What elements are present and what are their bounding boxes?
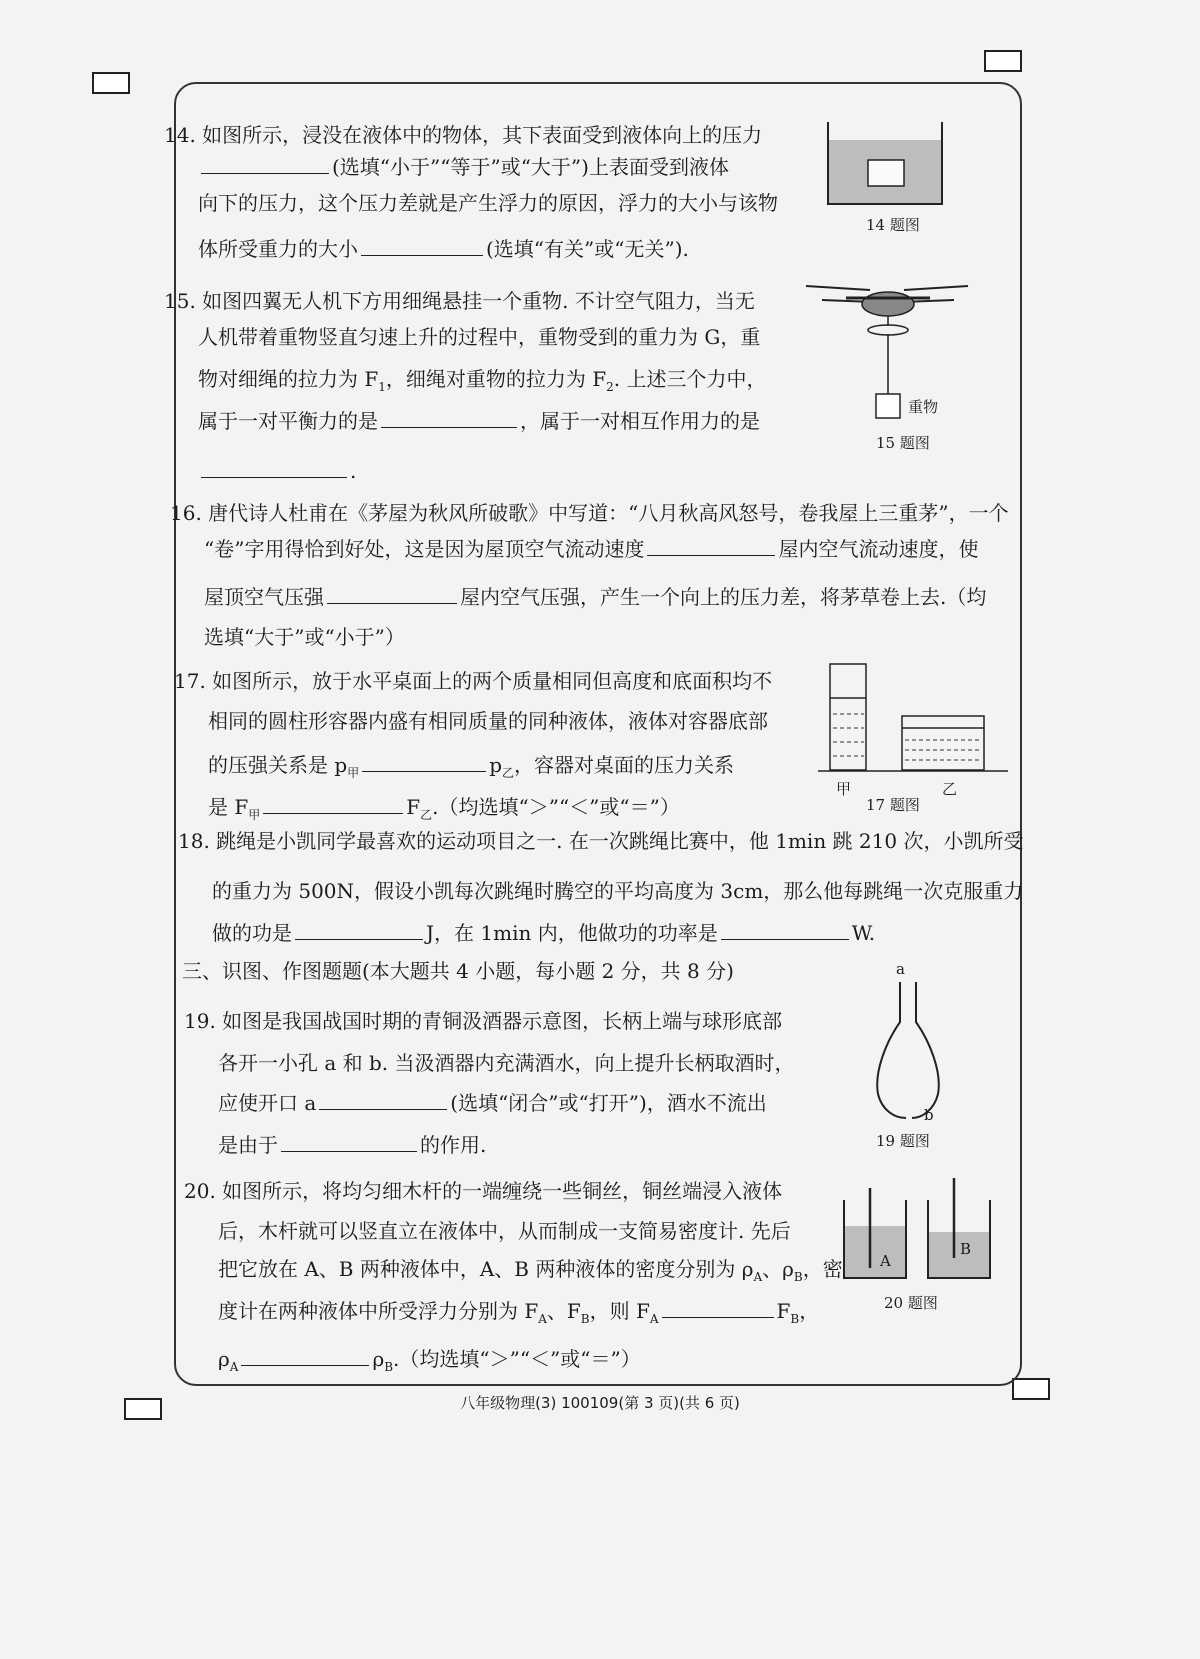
q20-line-3: 把它放在 A、B 两种液体中，A、B 两种液体的密度分别为 $\rho_A$、$\rho_B$，密 <box>218 1257 843 1284</box>
page-footer: 八年级物理(3) 100109(第 3 页)(共 6 页) <box>460 1394 740 1412</box>
q20-caption: 20 题图 <box>884 1294 938 1312</box>
q15-blank-2[interactable] <box>201 459 347 478</box>
q16-blank-1[interactable] <box>647 537 775 556</box>
q17-line-2: 相同的圆柱形容器内盛有相同质量的同种液体，液体对容器底部 <box>208 709 768 733</box>
q15-drone-figure <box>798 276 978 426</box>
q16-line-4: 选填“大于”或“小于”） <box>204 625 405 649</box>
q17-label-b: 乙 <box>942 780 958 798</box>
q16-line-1: 16. 唐代诗人杜甫在《茅屋为秋风所破歌》中写道：“八月秋高风怒号，卷我屋上三重茅”，一个 <box>170 501 1009 525</box>
q19-caption: 19 题图 <box>876 1132 930 1150</box>
q14-blank-1[interactable] <box>201 155 329 174</box>
q18-line-1: 18. 跳绳是小凯同学最喜欢的运动项目之一. 在一次跳绳比赛中，他 1min 跳 210 次，小凯所受 <box>178 829 1024 853</box>
q18-line-3: 做的功是 J，在 1min 内，他做功的功率是 W. <box>212 921 876 945</box>
q20-blank-1[interactable] <box>662 1299 774 1318</box>
q19-figure <box>868 972 948 1122</box>
q16-line-2: “卷”字用得恰到好处，这是因为屋顶空气流动速度 屋内空气流动速度，使 <box>204 537 979 561</box>
q18-blank-1[interactable] <box>295 921 423 940</box>
q20-blank-2[interactable] <box>241 1347 369 1366</box>
q19-line-3: 应使开口 a (选填“闭合”或“打开”)，酒水不流出 <box>218 1091 767 1115</box>
q17-label-a: 甲 <box>836 780 852 798</box>
q15-line-3: 物对细绳的拉力为 $F_1$，细绳对重物的拉力为 $F_2$. 上述三个力中， <box>198 367 767 394</box>
q20-line-1: 20. 如图所示，将均匀细木杆的一端缠绕一些铜丝，铜丝端浸入液体 <box>184 1179 783 1203</box>
q14-blank-2[interactable] <box>361 237 483 256</box>
q15-weight-label: 重物 <box>908 398 939 416</box>
q19-line-2: 各开一小孔 a 和 b. 当汲酒器内充满酒水，向上提升长柄取酒时， <box>218 1051 795 1075</box>
q20-label-b: B <box>960 1240 972 1258</box>
q20-figure <box>840 1170 1000 1282</box>
q20-line-4: 度计在两种液体中所受浮力分别为 $F_A$、$F_B$，则 $F_A$ $F_B$， <box>218 1299 820 1326</box>
q14-line-3: 向下的压力，这个压力差就是产生浮力的原因，浮力的大小与该物 <box>198 191 778 215</box>
q15-line-5: . <box>198 458 356 484</box>
q15-line-1: 15. 如图四翼无人机下方用细绳悬挂一个重物. 不计空气阻力，当无 <box>164 289 755 313</box>
q17-line-3: 的压强关系是 $p_甲$ $p_乙$，容器对桌面的压力关系 <box>208 753 735 780</box>
q19-line-4: 是由于 的作用. <box>218 1133 487 1157</box>
q20-line-5: $\rho_A$ $\rho_B$.（均选填“＞”“＜”或“＝”） <box>218 1347 641 1374</box>
q17-figure <box>818 656 1018 780</box>
q15-caption: 15 题图 <box>876 434 930 452</box>
q14-line-4: 体所受重力的大小 (选填“有关”或“无关”). <box>198 237 689 261</box>
registration-mark-top-right <box>984 50 1022 72</box>
q16-line-3: 屋顶空气压强 屋内空气压强，产生一个向上的压力差，将茅草卷上去.（均 <box>204 585 987 609</box>
q19-line-1: 19. 如图是我国战国时期的青铜汲酒器示意图，长柄上端与球形底部 <box>184 1009 783 1033</box>
q19-label-b: b <box>924 1106 934 1124</box>
q20-label-a: A <box>880 1252 891 1270</box>
q17-caption: 17 题图 <box>866 796 920 814</box>
q15-blank-1[interactable] <box>381 409 517 428</box>
q19-blank-2[interactable] <box>281 1133 417 1152</box>
q19-blank-1[interactable] <box>319 1091 447 1110</box>
q16-blank-2[interactable] <box>327 585 457 604</box>
q14-caption: 14 题图 <box>866 216 920 234</box>
q19-label-a: a <box>896 960 905 978</box>
section-3-heading: 三、识图、作图题题(本大题共 4 小题，每小题 2 分，共 8 分) <box>182 959 734 983</box>
q14-figure <box>822 112 952 208</box>
q15-line-4: 属于一对平衡力的是 ，属于一对相互作用力的是 <box>198 409 760 433</box>
q18-blank-2[interactable] <box>721 921 849 940</box>
registration-mark-top-left <box>92 72 130 94</box>
q17-blank-2[interactable] <box>263 795 403 814</box>
q18-line-2: 的重力为 500N，假设小凯每次跳绳时腾空的平均高度为 3cm，那么他每跳绳一次克服重力 <box>212 879 1024 903</box>
q17-line-4: 是 $F_甲$ $F_乙$.（均选填“＞”“＜”或“＝”） <box>208 795 680 822</box>
q20-line-2: 后，木杆就可以竖直立在液体中，从而制成一支简易密度计. 先后 <box>218 1219 791 1243</box>
q14-line-2: (选填“小于”“等于”或“大于”)上表面受到液体 <box>198 154 729 180</box>
q17-line-1: 17. 如图所示，放于水平桌面上的两个质量相同但高度和底面积均不 <box>174 669 773 693</box>
q14-line-1: 14. 如图所示，浸没在液体中的物体，其下表面受到液体向上的压力 <box>164 123 763 147</box>
q15-line-2: 人机带着重物竖直匀速上升的过程中，重物受到的重力为 G，重 <box>198 325 761 349</box>
q17-blank-1[interactable] <box>362 753 486 772</box>
